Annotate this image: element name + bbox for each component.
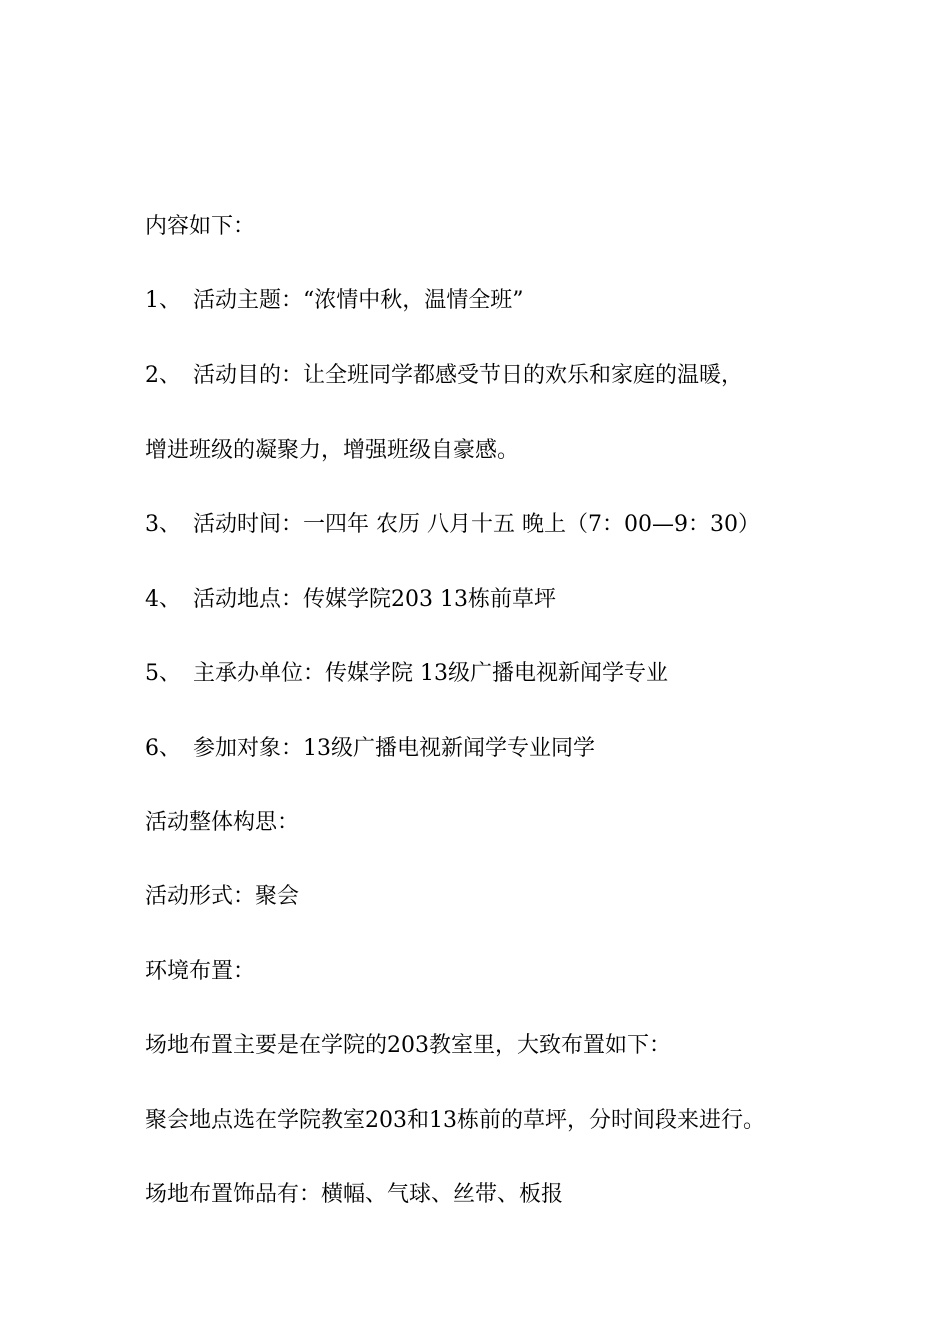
list-item-purpose <box>145 361 743 391</box>
list-item-organizer <box>145 659 668 689</box>
list-item-location <box>145 585 556 615</box>
list-item-time <box>145 510 760 540</box>
purpose-continuation: 增进班级的凝聚力，增强班级自豪感。 <box>145 438 520 463</box>
list-number: 5、 <box>145 661 181 686</box>
list-number: 3、 <box>145 512 181 537</box>
list-text: 主承办单位：传媒学院 13级广播电视新闻学专业 <box>193 661 668 686</box>
list-text: 活动地点：传媒学院203 13栋前草坪 <box>193 587 556 612</box>
list-text: 活动主题：“浓情中秋，温情全班” <box>193 288 524 313</box>
list-text: 活动目的：让全班同学都感受节日的欢乐和家庭的温暖， <box>193 363 744 388</box>
activity-form-line: 活动形式：聚会 <box>145 884 300 909</box>
list-number: 6、 <box>145 736 181 761</box>
list-item-participants <box>145 734 595 764</box>
venue-detail-line: 聚会地点选在学院教室203和13栋前的草坪，分时间段来进行。 <box>145 1108 765 1133</box>
list-item-theme <box>145 286 524 316</box>
list-number: 2、 <box>145 363 181 388</box>
list-text: 参加对象：13级广播电视新闻学专业同学 <box>193 736 595 761</box>
concept-heading: 活动整体构思： <box>145 810 300 835</box>
list-text: 活动时间：一四年 农历 八月十五 晚上（7：00—9：30） <box>193 512 760 537</box>
environment-heading: 环境布置： <box>145 959 256 984</box>
list-number: 4、 <box>145 587 181 612</box>
list-number: 1、 <box>145 288 181 313</box>
intro-line: 内容如下： <box>145 214 256 239</box>
venue-main-line: 场地布置主要是在学院的203教室里，大致布置如下： <box>145 1033 671 1058</box>
decorations-line: 场地布置饰品有：横幅、气球、丝带、板报 <box>145 1182 564 1207</box>
